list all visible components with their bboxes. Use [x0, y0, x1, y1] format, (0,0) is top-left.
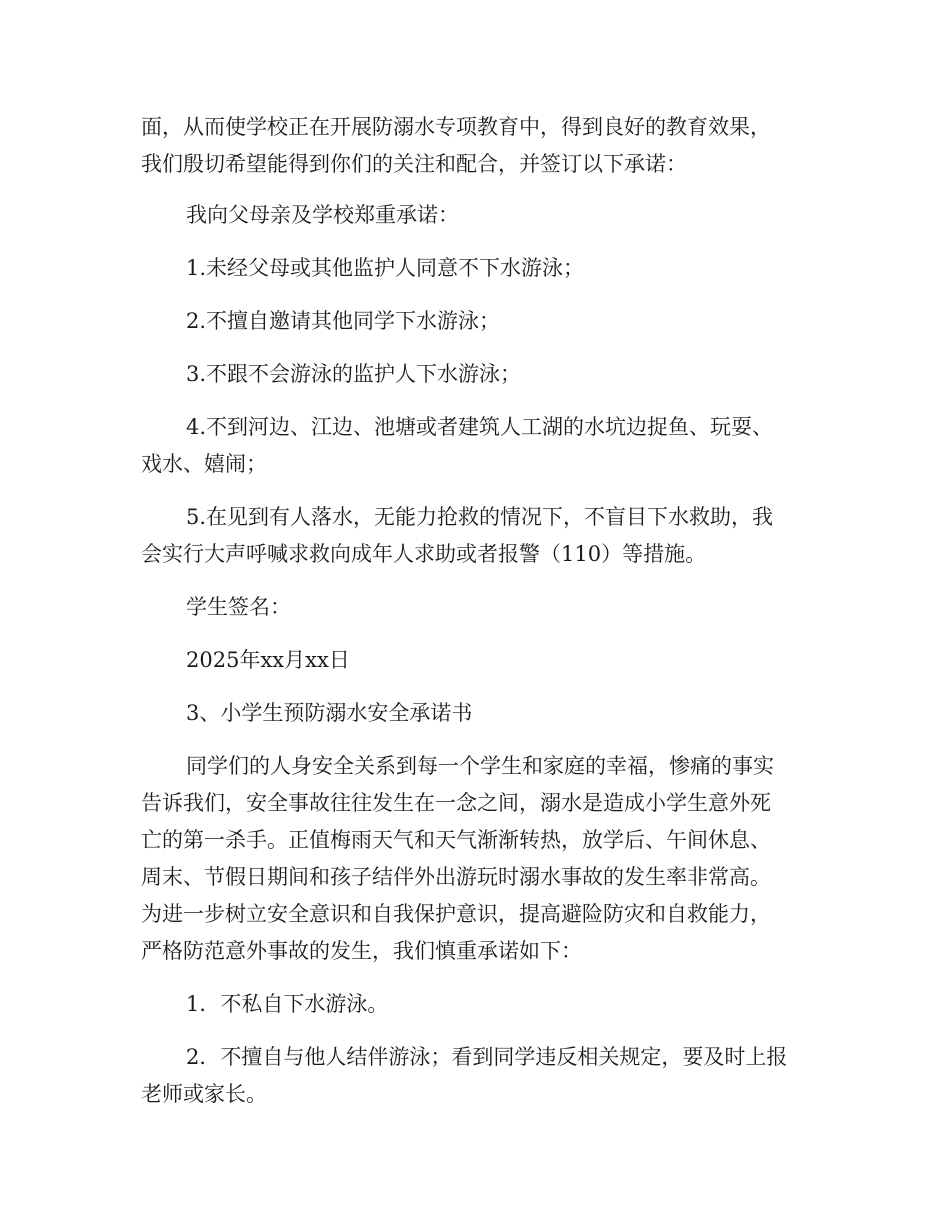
list-item: 4.不到河边、江边、池塘或者建筑人工湖的水坑边捉鱼、玩耍、	[186, 415, 774, 439]
paragraph-line: 严格防范意外事故的发生，我们慎重承诺如下：	[141, 939, 582, 963]
paragraph-line: 告诉我们，安全事故往往发生在一念之间，溺水是造成小学生意外死	[141, 791, 771, 815]
list-item: 2.不擅自邀请其他同学下水游泳；	[186, 309, 501, 333]
list-item-continuation: 戏水、嬉闹；	[141, 452, 267, 476]
signature-label: 学生签名：	[186, 595, 291, 619]
paragraph-line: 为进一步树立安全意识和自我保护意识，提高避险防灾和自救能力，	[141, 902, 771, 926]
list-item: 1．不私自下水游泳。	[186, 992, 389, 1016]
paragraph-line: 面，从而使学校正在开展防溺水专项教育中，得到良好的教育效果，	[141, 115, 771, 139]
section-heading: 3、小学生预防溺水安全承诺书	[186, 701, 473, 725]
paragraph-line: 我向父母亲及学校郑重承诺：	[186, 203, 459, 227]
paragraph-line: 亡的第一杀手。正值梅雨天气和天气渐渐转热，放学后、午间休息、	[141, 828, 771, 852]
list-item: 2．不擅自与他人结伴游泳；看到同学违反相关规定，要及时上报	[186, 1045, 788, 1069]
list-item-continuation: 会实行大声呼喊求救向成年人求助或者报警（110）等措施。	[141, 542, 707, 566]
list-item-continuation: 老师或家长。	[141, 1082, 267, 1106]
paragraph-line: 周末、节假日期间和孩子结伴外出游玩时溺水事故的发生率非常高。	[141, 865, 771, 889]
paragraph-line: 同学们的人身安全关系到每一个学生和家庭的幸福，惨痛的事实	[186, 754, 774, 778]
date-line: 2025年xx月xx日	[186, 648, 350, 672]
list-item: 5.在见到有人落水，无能力抢救的情况下，不盲目下水救助，我	[186, 505, 774, 529]
list-item: 1.未经父母或其他监护人同意不下水游泳；	[186, 256, 585, 280]
list-item: 3.不跟不会游泳的监护人下水游泳；	[186, 362, 522, 386]
paragraph-line: 我们殷切希望能得到你们的关注和配合，并签订以下承诺：	[141, 152, 687, 176]
